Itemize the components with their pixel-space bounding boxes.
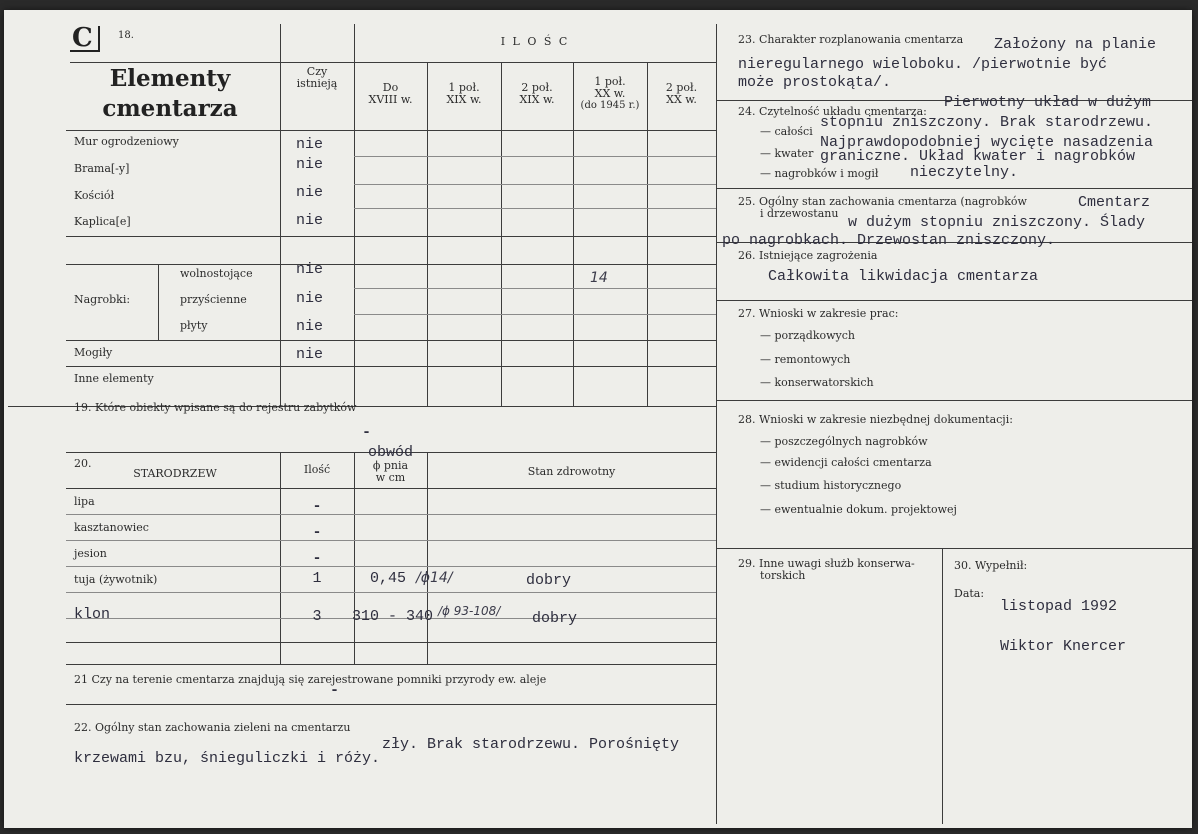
s20-col-obwod-hw: obwód (367, 444, 413, 461)
row-label-nagrobki: Nagrobki: (74, 293, 131, 306)
row-value-wolnostojace: nie (296, 261, 324, 278)
rule (716, 548, 1192, 549)
rule (158, 264, 159, 340)
s26-label: 26. Istniejące zagrożenia (738, 249, 878, 262)
s20-col-obwod-l2: w cm (375, 471, 406, 484)
s20-col-stan: Stan zdrowotny (527, 465, 616, 478)
rule (942, 548, 943, 824)
s29-label-l2: torskich (760, 569, 806, 582)
row-value-kosciol: nie (296, 184, 324, 201)
s22-text-l1: zły. Brak starodrzewu. Porośnięty (382, 736, 680, 753)
s27-label: 27. Wnioski w zakresie prac: (738, 307, 899, 320)
s23-label: 23. Charakter rozplanowania cmentarza (738, 33, 964, 46)
rule (66, 664, 716, 665)
s20-col-obwod-l1: ϕ pnia (372, 459, 409, 472)
count-wolnostojace-1pol-xx: 14 (590, 270, 608, 286)
rule (66, 592, 716, 593)
row-value-przyscienne: nie (296, 290, 324, 307)
row-value-brama: nie (296, 156, 324, 173)
row-value-mogily: nie (296, 346, 324, 363)
tree-name-jesion: jesion (74, 547, 107, 560)
tree-girth-tuja: 0,45 (370, 570, 407, 587)
s25-label-l2: i drzewostanu (760, 207, 839, 220)
tree-health-klon: dobry (532, 610, 578, 627)
row-label-przyscienne: przyścienne (180, 293, 247, 306)
tree-name-lipa: lipa (74, 495, 95, 508)
s21-label: 21 Czy na terenie cmentarza znajdują się zarejestrowane pomniki przyrody ew. aleje (74, 673, 547, 686)
s25-text-l3: po nagrobkach. Drzewostan zniszczony. (722, 232, 1056, 249)
tree-name-kasztanowiec: kasztanowiec (74, 521, 149, 534)
tree-count-jesion: - (312, 550, 322, 567)
rule (66, 236, 716, 237)
s19-value: - (362, 424, 372, 441)
period-header-l2: XVIII w. (368, 93, 413, 106)
rule (354, 314, 716, 315)
s24-sub-nagrobkow: — nagrobków i mogił (760, 167, 879, 180)
row-value-mur: nie (296, 136, 324, 153)
row-label-kaplica: Kaplica[e] (74, 215, 131, 228)
s29-label-l1: 29. Inne uwagi służb konserwa- (738, 557, 915, 570)
rule (354, 156, 716, 157)
period-header-l1: Do (382, 81, 399, 94)
row-label-kosciol: Kościół (74, 189, 115, 202)
row-label-inne: Inne elementy (74, 372, 154, 385)
period-header-l1: 1 poł. (448, 81, 480, 94)
section-letter: C (72, 23, 93, 53)
s30-date: listopad 1992 (1000, 598, 1118, 615)
section-title-line2: cmentarza (102, 95, 238, 122)
period-header-l1: 2 poł. (521, 81, 553, 94)
s22-text-l2: krzewami bzu, śnieguliczki i róży. (74, 750, 381, 767)
section-number: 18. (118, 30, 134, 41)
row-value-plyty: nie (296, 318, 324, 335)
rule (427, 62, 428, 406)
period-header-l2: XIX w. (446, 93, 482, 106)
row-label-brama: Brama[-y] (74, 162, 130, 175)
s30-date-label: Data: (954, 587, 985, 600)
s26-value: Całkowita likwidacja cmentarza (768, 268, 1039, 285)
row-label-mogily: Mogiły (74, 346, 113, 359)
exists-header-l1: Czy (306, 65, 328, 78)
rule (98, 26, 100, 52)
tree-count-lipa: - (312, 498, 322, 515)
rule (573, 62, 574, 406)
row-value-kaplica: nie (296, 212, 324, 229)
s28-label: 28. Wnioski w zakresie niezbędnej dokumentacji: (738, 413, 1013, 426)
s19-label: 19. Które obiekty wpisane są do rejestru zabytków (74, 401, 357, 414)
s28-item: — poszczególnych nagrobków (760, 435, 928, 448)
s24-sub-calosci: — całości (760, 125, 813, 138)
tree-health-tuja: dobry (526, 572, 572, 589)
rule (716, 400, 1192, 401)
inventory-card (4, 10, 1192, 828)
s24-label: 24. Czytelność układu cmentarza: (738, 105, 927, 118)
rule (427, 452, 428, 664)
period-header-l3: (do 1945 r.) (580, 100, 640, 111)
rule (716, 24, 717, 824)
row-label-plyty: płyty (180, 319, 208, 332)
rule (66, 642, 716, 643)
s21-value: - (330, 682, 340, 699)
tree-name-tuja: tuja (żywotnik) (74, 573, 158, 586)
tree-count-tuja: 1 (312, 570, 322, 587)
tree-girth-hw-klon: /ϕ 93-108/ (438, 604, 501, 618)
rule (354, 184, 716, 185)
section-title-line1: Elementy (109, 65, 231, 92)
rule (66, 366, 716, 367)
s27-item: — konserwatorskich (760, 376, 874, 389)
s28-item: — ewidencji całości cmentarza (760, 456, 932, 469)
s23-text-l3: może prostokąta/. (738, 74, 892, 91)
period-header-l1: 1 poł. (594, 75, 626, 88)
tree-girth-klon: 310 - 340 (352, 608, 434, 625)
tree-girth-hw-tuja: /ϕ14/ (416, 570, 453, 586)
rule (66, 488, 716, 489)
s25-text-l1: Cmentarz (1078, 194, 1151, 211)
rule (354, 208, 716, 209)
s25-text-l2: w dużym stopniu zniszczony. Ślady (848, 214, 1146, 231)
period-header-l1: 2 poł. (665, 81, 698, 94)
rule (66, 514, 716, 515)
s30-label: 30. Wypełnił: (954, 559, 1028, 572)
s24-text-l5: nieczytelny. (910, 164, 1019, 181)
rule (647, 62, 648, 406)
s28-item: — studium historycznego (760, 479, 902, 492)
exists-header-l2: istnieją (296, 77, 338, 90)
s20-number: 20. (74, 457, 92, 470)
s24-text-l3: Najprawdopodobniej wycięte nasadzenia (820, 134, 1154, 151)
tree-name-klon: klon (74, 606, 111, 623)
rule (716, 188, 1192, 189)
rule (716, 300, 1192, 301)
rule (354, 288, 716, 289)
rule (66, 566, 716, 567)
row-label-wolnostojace: wolnostojące (180, 267, 253, 280)
s27-item: — porządkowych (760, 329, 855, 342)
rule (66, 540, 716, 541)
period-header-l2: XIX w. (519, 93, 555, 106)
rule (66, 130, 716, 131)
s24-text-l4: graniczne. Układ kwater i nagrobków (820, 148, 1136, 165)
period-header-l2: XX w. (594, 87, 626, 100)
rule (66, 704, 716, 705)
s30-name: Wiktor Knercer (1000, 638, 1127, 655)
s24-text-l1: Pierwotny układ w dużym (944, 94, 1152, 111)
rule (70, 62, 716, 63)
s20-col-ilosc: Ilość (303, 463, 331, 476)
rule (66, 264, 716, 265)
s20-title: STARODRZEW (133, 467, 217, 480)
period-header-l2: XX w. (666, 93, 697, 106)
tree-count-klon: 3 (312, 608, 322, 625)
s23-text-l2: nieregularnego wieloboku. /pierwotnie być (738, 56, 1108, 73)
rule (66, 340, 716, 341)
tree-count-kasztanowiec: - (312, 524, 322, 541)
s24-text-l2: stopniu zniszczony. Brak starodrzewu. (820, 114, 1154, 131)
s24-sub-kwater: — kwater (760, 147, 814, 160)
s27-item: — remontowych (760, 353, 851, 366)
s25-label-l1: 25. Ogólny stan zachowania cmentarza (nagrobków (738, 195, 1027, 208)
row-label-mur: Mur ogrodzeniowy (74, 135, 179, 148)
rule (501, 62, 502, 406)
s22-label: 22. Ogólny stan zachowania zieleni na cmentarzu (74, 721, 351, 734)
quantity-header: I L O Ś C (500, 35, 570, 48)
s23-text-l1: Założony na planie (994, 36, 1157, 53)
s28-item: — ewentualnie dokum. projektowej (760, 503, 957, 516)
